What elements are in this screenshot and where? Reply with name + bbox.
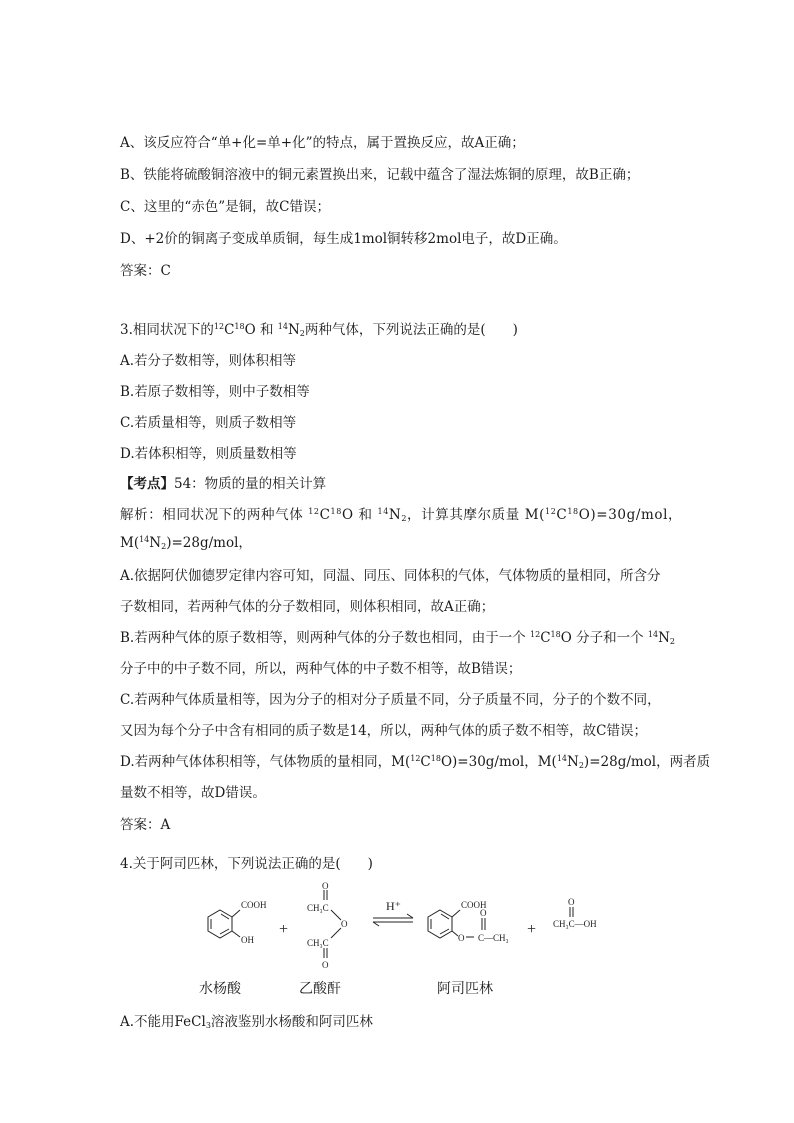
aspirin-cooh-label: COOH bbox=[461, 900, 487, 910]
acetic-acid-label: CH₃C—OH bbox=[553, 919, 597, 929]
q3-option-d: D.若体积相等，则质量数相等 bbox=[120, 446, 297, 462]
q3-exp-d-line1: D.若两种气体体积相等，气体物质的量相同，$M(^{12}C^{18}O)=30g$/mol，$M(^{14}N_2)=28g$/mol，两者质 bbox=[120, 754, 711, 770]
salicylic-oh-label: OH bbox=[241, 935, 254, 945]
aspirin-carbonyl-o: O bbox=[480, 908, 487, 918]
salicylic-cooh-label: COOH bbox=[241, 900, 267, 910]
q4-stem: 4.关于阿司匹林，下列说法正确的是( ) bbox=[120, 856, 373, 872]
q3-exp-c-line1: C.若两种气体质量相等，因为分子的相对分子质量不同，分子质量不同，分子的个数不同， bbox=[120, 692, 661, 708]
q4-option-a: A.不能用FeCl$_3$溶液鉴别水杨酸和阿司匹林 bbox=[120, 1014, 373, 1030]
caption-aspirin: 阿司匹林 bbox=[437, 981, 493, 997]
plus-sign-1: + bbox=[279, 921, 289, 938]
q3-exp-b-line1: B.若两种气体的原子数相等，则两种气体的分子数也相同，由于一个 $^{12}C^{18}O$ 分子和一个 $^{14}N_2$ bbox=[120, 630, 675, 646]
catalyst-label: H⁺ bbox=[386, 899, 401, 913]
q3-exp-c-line2: 又因为每个分子中含有相同的质子数是14，所以，两种气体的质子数不相等，故C错误； bbox=[120, 723, 648, 739]
q3-analysis-line1: 解析：相同状况下的两种气体 $^{12}C^{18}O$ 和 $^{14}N_2$，计算其摩尔质量 $M(^{12}C^{18}O)=30g$/mol， bbox=[120, 507, 683, 523]
reaction-scheme bbox=[195, 880, 635, 1010]
acetic-acid-o: O bbox=[568, 897, 575, 907]
q3-stem: 3.相同状况下的$^{12}C^{18}O$ 和 $^{14}N_2$两种气体，下列说法正确的是( ) bbox=[120, 322, 518, 338]
reaction-scheme-svg bbox=[195, 880, 635, 976]
q2-explanation-c: C、这里的“赤色”是铜，故C错误； bbox=[120, 199, 330, 215]
q2-explanation-d: D、+2价的铜离子变成单质铜，每生成1mol铜转移2mol电子，故D正确。 bbox=[120, 231, 567, 247]
anhydride-o-bridge: O bbox=[341, 919, 348, 929]
caption-acetic-anhydride: 乙酸酐 bbox=[299, 981, 341, 997]
equilibrium-arrow bbox=[373, 914, 413, 926]
salicylic-acid-structure bbox=[208, 910, 240, 938]
q3-exp-b-line2: 分子中的中子数不同，所以，两种气体的中子数不相等，故B错误； bbox=[120, 661, 522, 677]
q3-option-b: B.若原子数相等，则中子数相等 bbox=[120, 384, 310, 400]
q3-option-a: A.若分子数相等，则体积相等 bbox=[120, 353, 297, 369]
aspirin-ester-o: O bbox=[458, 933, 465, 943]
q3-analysis-line2: $M(^{14}N_2)=28g$/mol， bbox=[120, 535, 252, 551]
aspirin-structure bbox=[428, 910, 485, 938]
q3-exp-d-line2: 量数不相等，故D错误。 bbox=[120, 785, 266, 801]
acetic-acid-structure bbox=[570, 907, 573, 917]
q3-exp-a-line2: 子数相同，若两种气体的分子数相同，则体积相同，故A正确； bbox=[120, 599, 495, 615]
anhydride-o-bottom: O bbox=[322, 960, 329, 970]
q3-kaodian bbox=[120, 474, 680, 494]
q2-answer: 答案：C bbox=[120, 263, 171, 279]
aspirin-acetyl-label: C—CH₃ bbox=[478, 933, 509, 943]
q2-explanation-b: B、铁能将硫酸铜溶液中的铜元素置换出来，记载中蕴含了湿法炼铜的原理，故B正确； bbox=[120, 167, 640, 183]
anhydride-ch3c-bottom: CH₃C bbox=[307, 938, 329, 948]
q2-explanation-a: A、该反应符合“单+化=单+化”的特点，属于置换反应，故A正确； bbox=[120, 135, 525, 151]
caption-salicylic-acid: 水杨酸 bbox=[199, 981, 241, 997]
anhydride-o-top: O bbox=[322, 881, 329, 891]
q3-exp-a-line1: A.依据阿伏伽德罗定律内容可知，同温、同压、同体积的气体，气体物质的量相同，所含分 bbox=[120, 568, 661, 584]
kaodian-tag: 【考点】 bbox=[120, 476, 174, 492]
anhydride-ch3c-top: CH₃C bbox=[307, 903, 329, 913]
q3-answer: 答案：A bbox=[120, 817, 171, 833]
q3-option-c: C.若质量相等，则质子数相等 bbox=[120, 415, 297, 431]
kaodian-text: 54：物质的量的相关计算 bbox=[174, 476, 327, 492]
plus-sign-2: + bbox=[527, 921, 537, 938]
